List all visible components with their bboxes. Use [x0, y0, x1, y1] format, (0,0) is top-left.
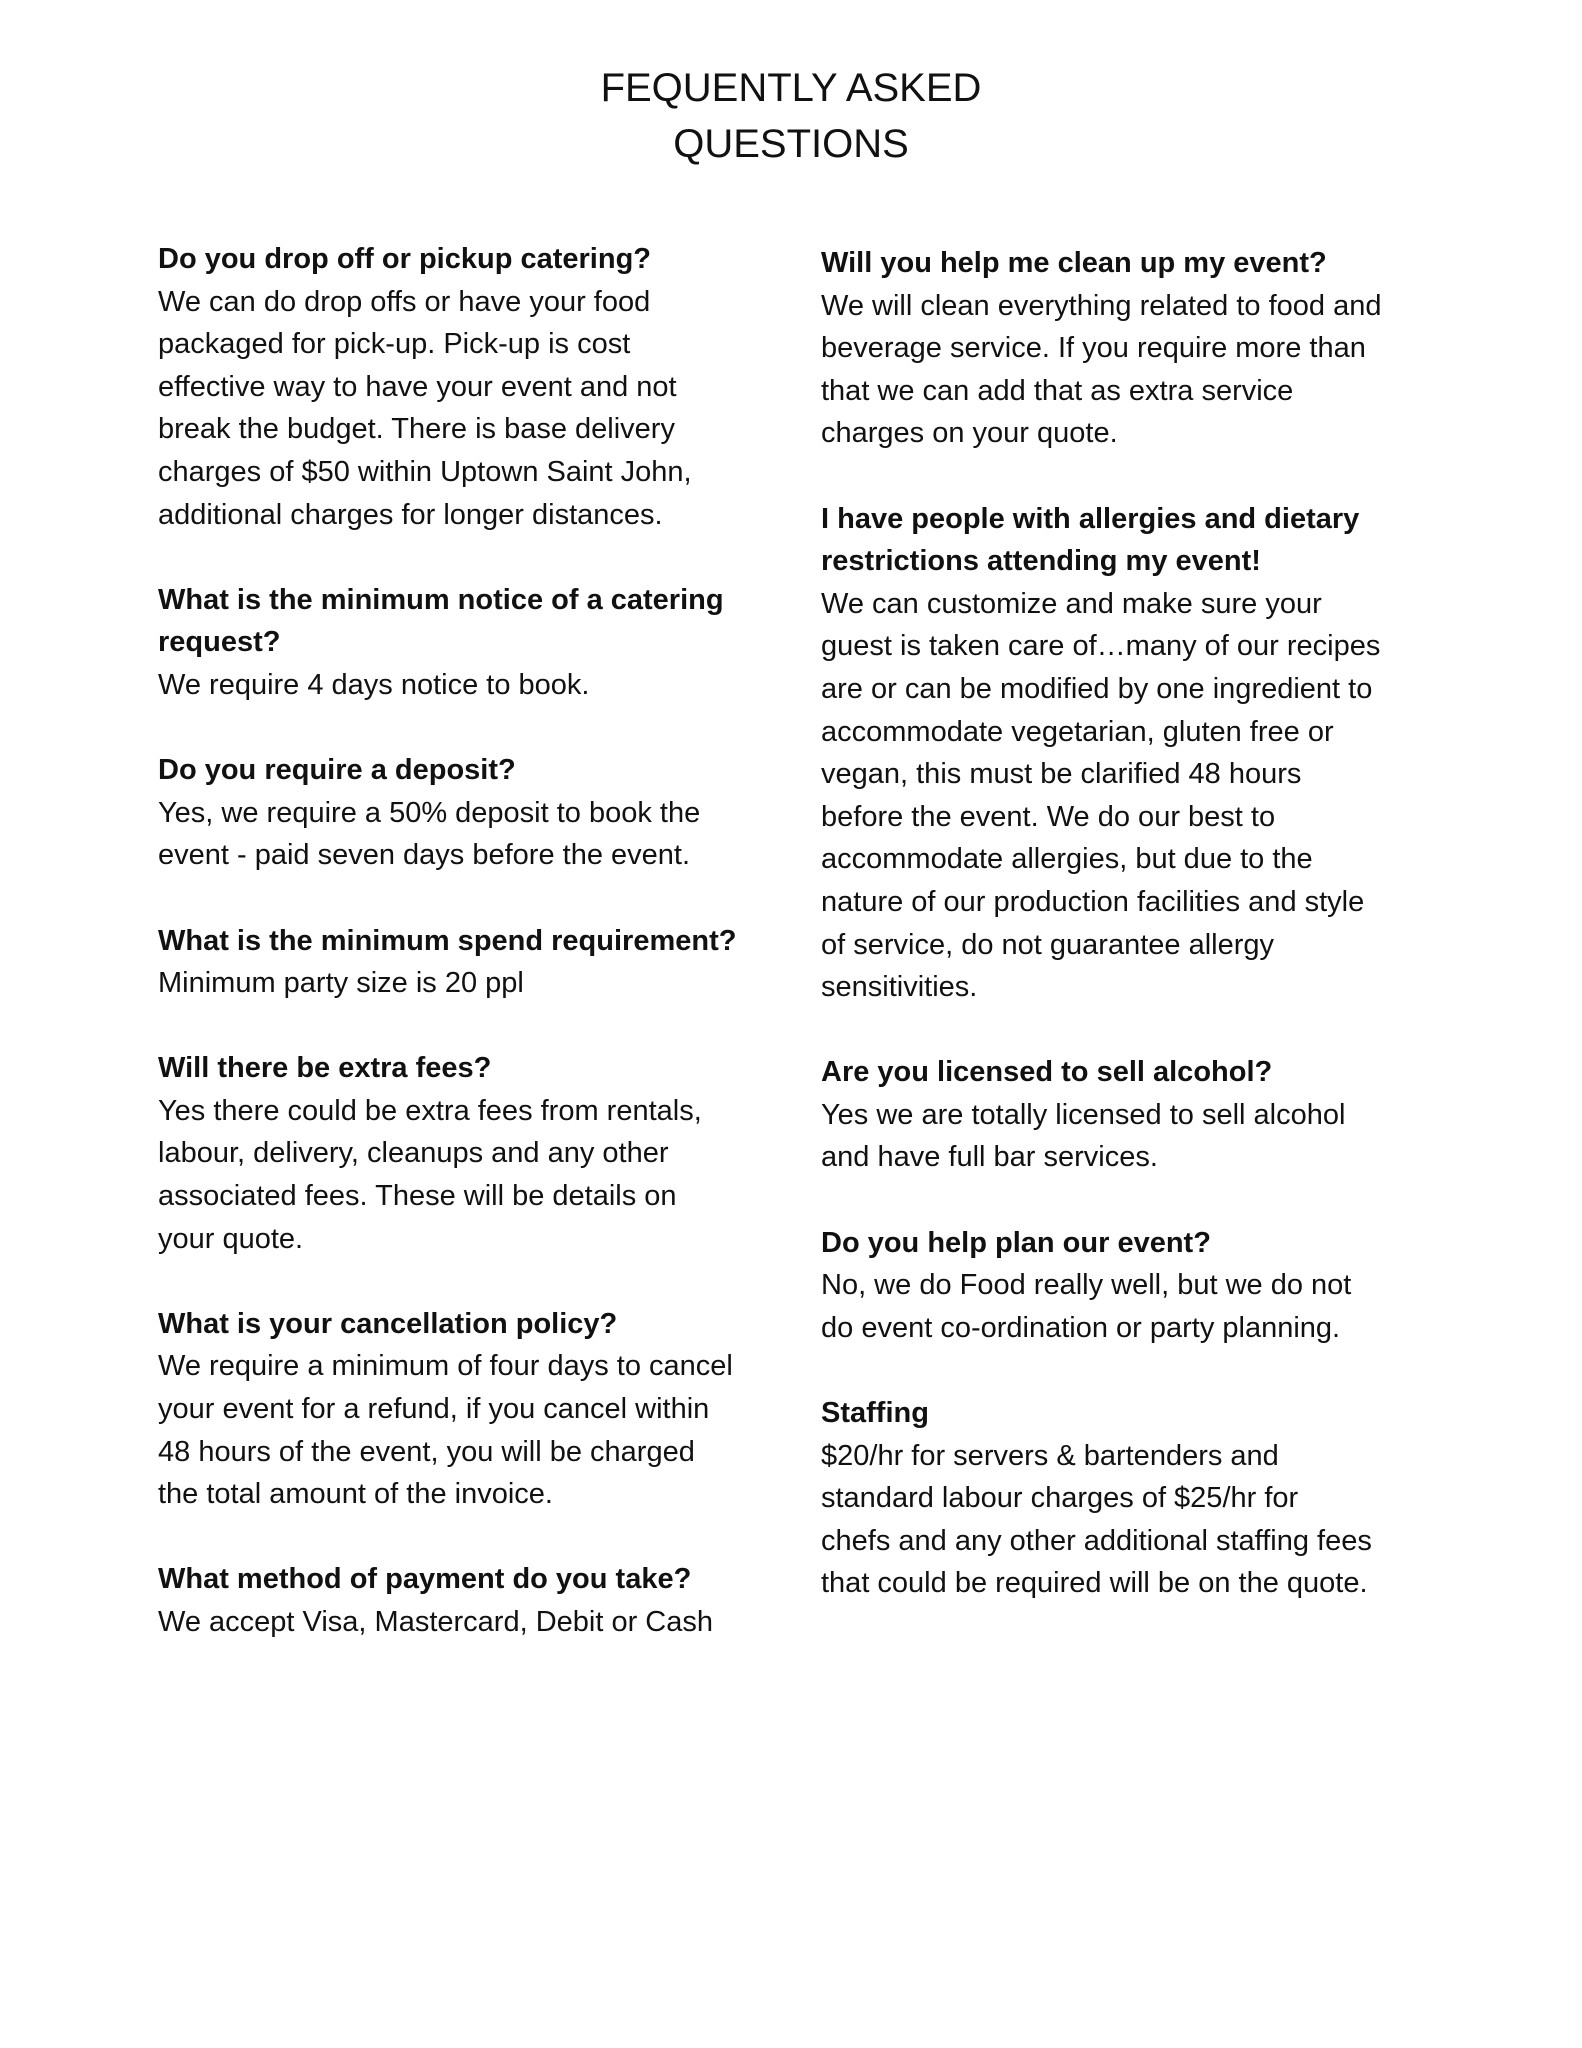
faq-question: Are you licensed to sell alcohol?	[821, 1056, 1273, 1089]
faq-right-column	[821, 242, 1431, 1648]
faq-item-staffing	[821, 1392, 1431, 1605]
faq-answer: Yes there could be extra fees from rentals, labour, delivery, cleanups and any other associated fees. These will be details on your quote.	[158, 1094, 702, 1255]
faq-item-minimum-notice	[158, 579, 788, 707]
faq-item-minimum-spend	[158, 920, 788, 1005]
faq-answer: We accept Visa, Mastercard, Debit or Cash	[158, 1606, 713, 1638]
faq-question: What is the minimum notice of a catering request?	[158, 583, 724, 659]
faq-question: Do you require a deposit?	[158, 754, 516, 787]
faq-answer: We can do drop offs or have your food packaged for pick-up. Pick-up is cost effective way to have your event and not break the budget. There is base delivery charges of $50 within Uptown Saint John, additional charges for longer distances.	[158, 285, 692, 531]
faq-question: What is the minimum spend requirement?	[158, 924, 737, 957]
faq-answer: Yes we are totally licensed to sell alcohol and have full bar services.	[821, 1098, 1346, 1174]
faq-item-deposit	[158, 749, 788, 877]
faq-answer: We will clean everything related to food and beverage service. If you require more than that we can add that as extra service charges on your quote.	[821, 289, 1382, 450]
faq-question: Staffing	[821, 1397, 929, 1430]
faq-question: Do you help plan our event?	[821, 1226, 1211, 1259]
page-title-line-1: FEQUENTLY ASKED	[600, 66, 982, 110]
faq-answer: Minimum party size is 20 ppl	[158, 967, 524, 1000]
faq-item-event-planning	[821, 1222, 1431, 1350]
faq-item-drop-off-pickup	[158, 238, 788, 536]
faq-question: What method of payment do you take?	[158, 1563, 692, 1596]
faq-item-alcohol-license	[821, 1051, 1431, 1179]
faq-item-allergies	[821, 498, 1431, 1009]
faq-question: Do you drop off or pickup catering?	[158, 243, 651, 275]
faq-answer: We can customize and make sure your guest is taken care of…many of our recipes are or can be modified by one ingredient to accommodate vegetarian, gluten free or vegan, this must be clarified 48 hours before the event. We do our best to accommodate allergies, but due to the nature of our production facilities and style of service, do not guarantee allergy sensitivities.	[821, 587, 1381, 1004]
faq-item-clean-up	[821, 242, 1431, 455]
faq-left-column	[158, 238, 788, 1686]
faq-question: Will you help me clean up my event?	[821, 247, 1327, 279]
faq-item-payment-method	[158, 1558, 788, 1643]
faq-answer: We require 4 days notice to book.	[158, 668, 590, 701]
faq-answer: We require a minimum of four days to cancel your event for a refund, if you cancel within 48 hours of the event, you will be charged the total amount of the invoice.	[158, 1350, 733, 1511]
faq-item-extra-fees	[158, 1047, 788, 1260]
faq-answer: $20/hr for servers & bartenders and standard labour charges of $25/hr for chefs and any other additional staffing fees that could be required will be on the quote.	[821, 1439, 1372, 1600]
page-title	[0, 60, 1582, 172]
faq-answer: No, we do Food really well, but we do not do event co-ordination or party planning.	[821, 1269, 1352, 1344]
faq-answer: Yes, we require a 50% deposit to book the event - paid seven days before the event.	[158, 796, 701, 872]
faq-question: Will there be extra fees?	[158, 1052, 492, 1085]
faq-question: I have people with allergies and dietary restrictions attending my event!	[821, 502, 1360, 578]
faq-item-cancellation-policy	[158, 1303, 788, 1516]
page-title-line-2: QUESTIONS	[673, 122, 909, 166]
faq-question: What is your cancellation policy?	[158, 1307, 618, 1340]
